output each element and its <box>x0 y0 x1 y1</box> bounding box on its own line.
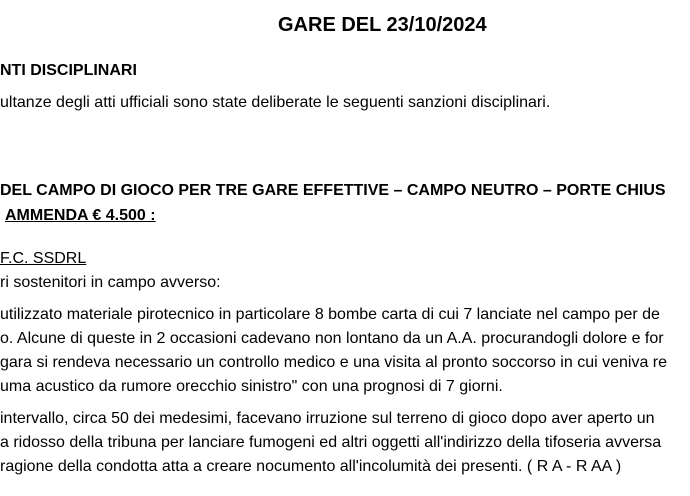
intro-text: ultanze degli atti ufficiali sono state deliberate le seguenti sanzioni disciplinari. <box>0 94 551 111</box>
section-heading: NTI DISCIPLINARI <box>0 62 137 79</box>
sanction-heading-line-1: DEL CAMPO DI GIOCO PER TRE GARE EFFETTIVE – CAMPO NEUTRO – PORTE CHIUS <box>0 182 666 199</box>
sanction-heading-line-2: AMMENDA € 4.500 : <box>5 207 156 224</box>
paragraph1-line-3: gara si rendeva necessario un controllo medico e una visita al pronto soccorso in cui veniva re <box>0 354 668 371</box>
paragraph2-line-1: intervallo, circa 50 dei medesimi, facevano irruzione sul terreno di gioco dopo aver aperto un <box>0 410 655 427</box>
paragraph2-line-3: ragione della condotta atta a creare nocumento all'incolumità dei presenti. ( R A - R AA ) <box>0 458 622 475</box>
paragraph1-line-1: utilizzato materiale pirotecnico in particolare 8 bombe carta di cui 7 lanciate nel campo per de <box>0 306 660 323</box>
paragraph1-line-4: uma acustico da rumore orecchio sinistro" con una prognosi di 7 giorni. <box>0 378 503 395</box>
page-title: GARE DEL 23/10/2024 <box>278 14 487 36</box>
paragraph2-line-2: a ridosso della tribuna per lanciare fumogeni ed altri oggetti all'indirizzo della tifoseria avversa <box>0 434 662 451</box>
paragraph1-line-2: o. Alcune di queste in 2 occasioni cadevano non lontano da un A.A. procurandogli dolore e for <box>0 330 664 347</box>
club-name: F.C. SSDRL <box>0 250 87 267</box>
supporters-text: ri sostenitori in campo avverso: <box>0 274 221 291</box>
